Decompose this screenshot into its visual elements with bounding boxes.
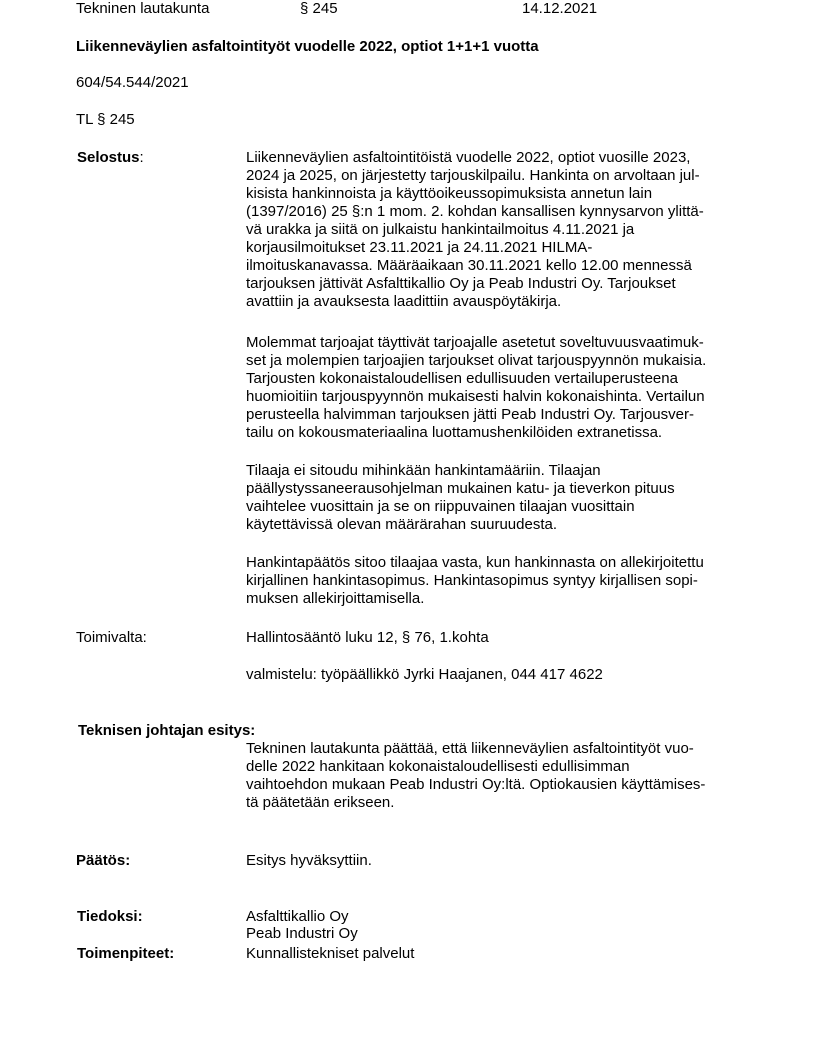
tiedoksi-recipient-1: Asfalttikallio Oy [246, 908, 349, 925]
tiedoksi-recipient-2: Peab Industri Oy [246, 925, 358, 942]
tl-reference: TL § 245 [76, 111, 135, 128]
selostus-paragraph-1: Liikenneväylien asfaltointitöistä vuodelle 2022, optiot vuosille 2023, 2024 ja 2025, on järjestetty tarjouskilpailu. Hankinta on arvoltaan jul- kisista hankinnoista ja käyttöoikeussopimuksista annetun lain (1397/2016) 25 §:n 1 mom. 2. kohdan kansallisen kynnysarvon ylittä- vä urakka ja siitä on julkaistu hankintailmoitus 4.11.2021 ja korjausilmoitukset 23.11.2021 ja 24.11.2021 HILMA- ilmoituskanavassa. Määräaikaan 30.11.2021 kello 12.00 mennessä tarjouksen jättivät Asfalttikallio Oy ja Peab Industri Oy. Tarjoukset avattiin ja avauksesta laadittiin avauspöytäkirja. [246, 149, 704, 310]
selostus-label: Selostus: [77, 149, 144, 166]
case-number: 604/54.544/2021 [76, 74, 189, 91]
toimenpiteet-value: Kunnallistekniset palvelut [246, 945, 415, 962]
document-title: Liikenneväylien asfaltointityöt vuodelle 2022, optiot 1+1+1 vuotta [76, 38, 539, 55]
toimenpiteet-label: Toimenpiteet: [77, 945, 175, 962]
header-date: 14.12.2021 [522, 0, 598, 17]
toimivalta-label: Toimivalta: [76, 629, 147, 646]
header-section: § 245 [300, 0, 338, 17]
toimivalta-value: Hallintosääntö luku 12, § 76, 1.kohta [246, 629, 489, 646]
header-committee: Tekninen lautakunta [76, 0, 210, 17]
esitys-text: Tekninen lautakunta päättää, että liikenneväylien asfaltointityöt vuo- delle 2022 hankitaan kokonaistaloudellisesti edullisimman vaihtoehdon mukaan Peab Industri Oy:ltä. Optiokausien käyttämises- tä päätetään erikseen. [246, 740, 706, 811]
selostus-paragraph-2: Molemmat tarjoajat täyttivät tarjoajalle asetetut soveltuvuusvaatimuk- set ja molempien tarjoajien tarjoukset olivat tarjouspyynnön mukaisia. Tarjousten kokonaistaloudellisen edullisuuden vertailuperusteena huomioitiin tarjouspyynnön mukaisesti halvin kokonaishinta. Vertailun perusteella halvimman tarjouksen jätti Peab Industri Oy. Tarjousver- tailu on kokousmateriaalina luottamushenkilöiden extranetissa. [246, 334, 707, 441]
esitys-label: Teknisen johtajan esitys: [78, 722, 256, 739]
selostus-paragraph-3: Tilaaja ei sitoudu mihinkään hankintamääriin. Tilaajan päällystyssaneerausohjelman mukainen katu- ja tieverkon pituus vaihtelee vuosittain ja se on riippuvainen tilaajan vuosittain käytettävissä olevan määrärahan suuruudesta. [246, 462, 675, 533]
valmistelu-contact: valmistelu: työpäällikkö Jyrki Haajanen, 044 417 4622 [246, 666, 603, 683]
paatos-value: Esitys hyväksyttiin. [246, 852, 372, 869]
paatos-label: Päätös: [76, 852, 131, 869]
tiedoksi-label: Tiedoksi: [77, 908, 143, 925]
selostus-paragraph-4: Hankintapäätös sitoo tilaajaa vasta, kun hankinnasta on allekirjoitettu kirjallinen hankintasopimus. Hankintasopimus syntyy kirjallisen sopi- muksen allekirjoittamisella. [246, 554, 704, 607]
